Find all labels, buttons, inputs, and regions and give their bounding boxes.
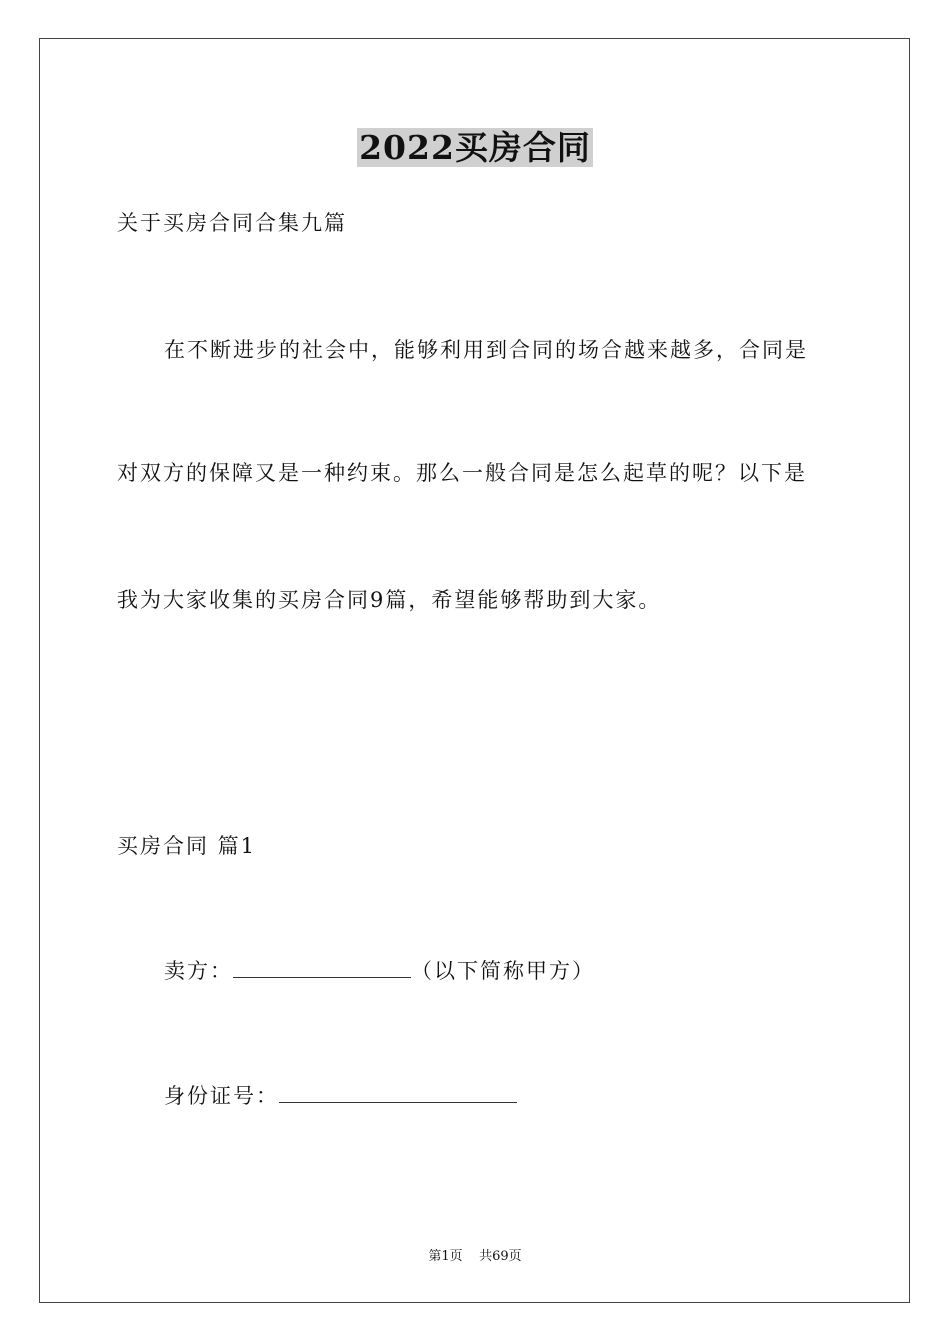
intro-line-2: 对双方的保障又是一种约束。那么一般合同是怎么起草的呢？以下是 [117,461,807,485]
seller-row [164,957,595,985]
seller-label: 卖方： [164,959,233,983]
id-row [164,1082,517,1110]
page-footer: 第1页 共69页 [428,1249,522,1264]
id-blank [279,1084,517,1103]
seller-note: （以下简称甲方） [411,959,595,983]
section-heading: 买房合同 篇1 [117,834,257,858]
document-title-text: 2022买房合同 [359,128,591,167]
document-title [0,128,950,168]
intro-line-3: 我为大家收集的买房合同9篇，希望能够帮助到大家。 [117,588,662,612]
id-label: 身份证号： [164,1084,279,1108]
document-subtitle: 关于买房合同合集九篇 [117,211,347,235]
intro-line-1: 在不断进步的社会中，能够利用到合同的场合越来越多，合同是 [164,338,808,362]
seller-blank [233,959,411,978]
